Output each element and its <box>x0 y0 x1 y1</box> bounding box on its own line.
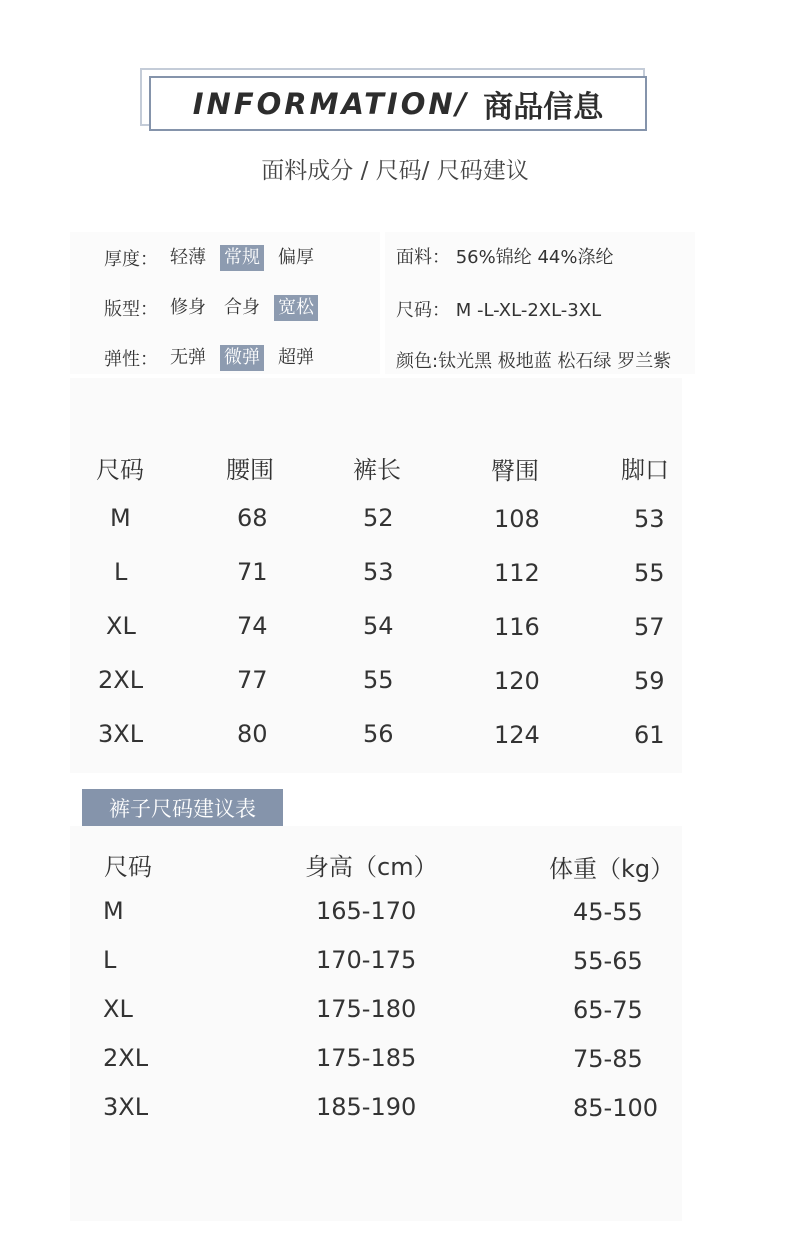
attribute-label: 厚度： <box>104 249 158 270</box>
size-table-cell: 3XL <box>98 720 144 748</box>
size-table-cell: 108 <box>494 505 540 533</box>
size-table-cell: 55 <box>634 559 665 587</box>
page-subtitle: 面料成分 / 尺码/ 尺码建议 <box>261 158 529 184</box>
recommendation-cell: 165-170 <box>316 897 417 925</box>
header-title-cn: 商品信息 <box>483 89 604 125</box>
attribute-option: 无弹 <box>170 347 206 368</box>
size-table-cell: 112 <box>494 559 540 587</box>
size-table-cell: 55 <box>363 666 394 694</box>
attribute-row-thickness <box>104 245 328 271</box>
recommendation-cell: 170-175 <box>316 946 417 974</box>
recommendation-cell: 2XL <box>103 1044 149 1072</box>
size-table-cell: M <box>110 504 131 532</box>
size-table-cell: 2XL <box>98 666 144 694</box>
size-table-cell: 54 <box>363 612 394 640</box>
recommendation-header: 身高（cm） <box>305 853 438 881</box>
recommendation-cell: 175-180 <box>316 995 417 1023</box>
attribute-option: 超弹 <box>278 347 314 368</box>
recommendation-cell: 175-185 <box>316 1044 417 1072</box>
recommendation-header: 尺码 <box>104 853 152 881</box>
size-table-cell: 59 <box>634 667 665 695</box>
attribute-option: 轻薄 <box>170 247 206 268</box>
header-title-en: INFORMATION/ <box>192 86 470 121</box>
attribute-option: 偏厚 <box>278 247 314 268</box>
recommendation-cell: 65-75 <box>573 996 643 1024</box>
available-colors: 颜色:钛光黑 极地蓝 松石绿 罗兰紫 <box>396 351 672 372</box>
size-table-cell: 120 <box>494 667 540 695</box>
fabric-composition: 面料： 56%锦纶 44%涤纶 <box>396 247 614 268</box>
size-table-cell: 71 <box>237 558 268 586</box>
recommendation-cell: XL <box>103 995 133 1023</box>
attribute-row-fit <box>104 295 328 321</box>
attribute-label: 版型： <box>104 299 158 320</box>
attribute-option-selected: 常规 <box>220 245 264 271</box>
size-table-cell: 116 <box>494 613 540 641</box>
recommendation-cell: 85-100 <box>573 1094 659 1122</box>
size-table-cell: 52 <box>363 504 394 532</box>
attribute-option: 修身 <box>170 297 206 318</box>
attribute-option-selected: 宽松 <box>274 295 318 321</box>
attribute-option: 合身 <box>224 297 260 318</box>
recommendation-cell: 3XL <box>103 1093 149 1121</box>
attribute-label: 弹性： <box>104 349 158 370</box>
header-title-box <box>149 76 647 131</box>
recommendation-cell: 55-65 <box>573 947 643 975</box>
recommendation-cell: 45-55 <box>573 898 643 926</box>
available-sizes: 尺码： M -L-XL-2XL-3XL <box>396 300 602 321</box>
size-table-header: 尺码 <box>96 456 144 484</box>
size-table-cell: 53 <box>634 505 665 533</box>
attribute-row-elasticity <box>104 345 328 371</box>
recommendation-cell: 185-190 <box>316 1093 417 1121</box>
size-table-cell: 57 <box>634 613 665 641</box>
recommendation-title: 裤子尺码建议表 <box>82 789 283 826</box>
size-table-header: 裤长 <box>353 456 401 484</box>
recommendation-cell: M <box>103 897 124 925</box>
size-table-header: 腰围 <box>226 456 274 484</box>
size-table-cell: XL <box>106 612 136 640</box>
size-table-cell: L <box>114 558 128 586</box>
size-table-cell: 56 <box>363 720 394 748</box>
size-table-cell: 53 <box>363 558 394 586</box>
size-table-cell: 124 <box>494 721 540 749</box>
size-table-cell: 77 <box>237 666 268 694</box>
recommendation-cell: 75-85 <box>573 1045 643 1073</box>
attribute-option-selected: 微弹 <box>220 345 264 371</box>
size-table-header: 脚口 <box>621 456 669 484</box>
size-table-cell: 80 <box>237 720 268 748</box>
recommendation-header: 体重（kg） <box>549 855 675 883</box>
size-table-cell: 61 <box>634 721 665 749</box>
size-table-header: 臀围 <box>491 457 539 485</box>
size-table-cell: 68 <box>237 504 268 532</box>
recommendation-cell: L <box>103 946 117 974</box>
size-table-cell: 74 <box>237 612 268 640</box>
